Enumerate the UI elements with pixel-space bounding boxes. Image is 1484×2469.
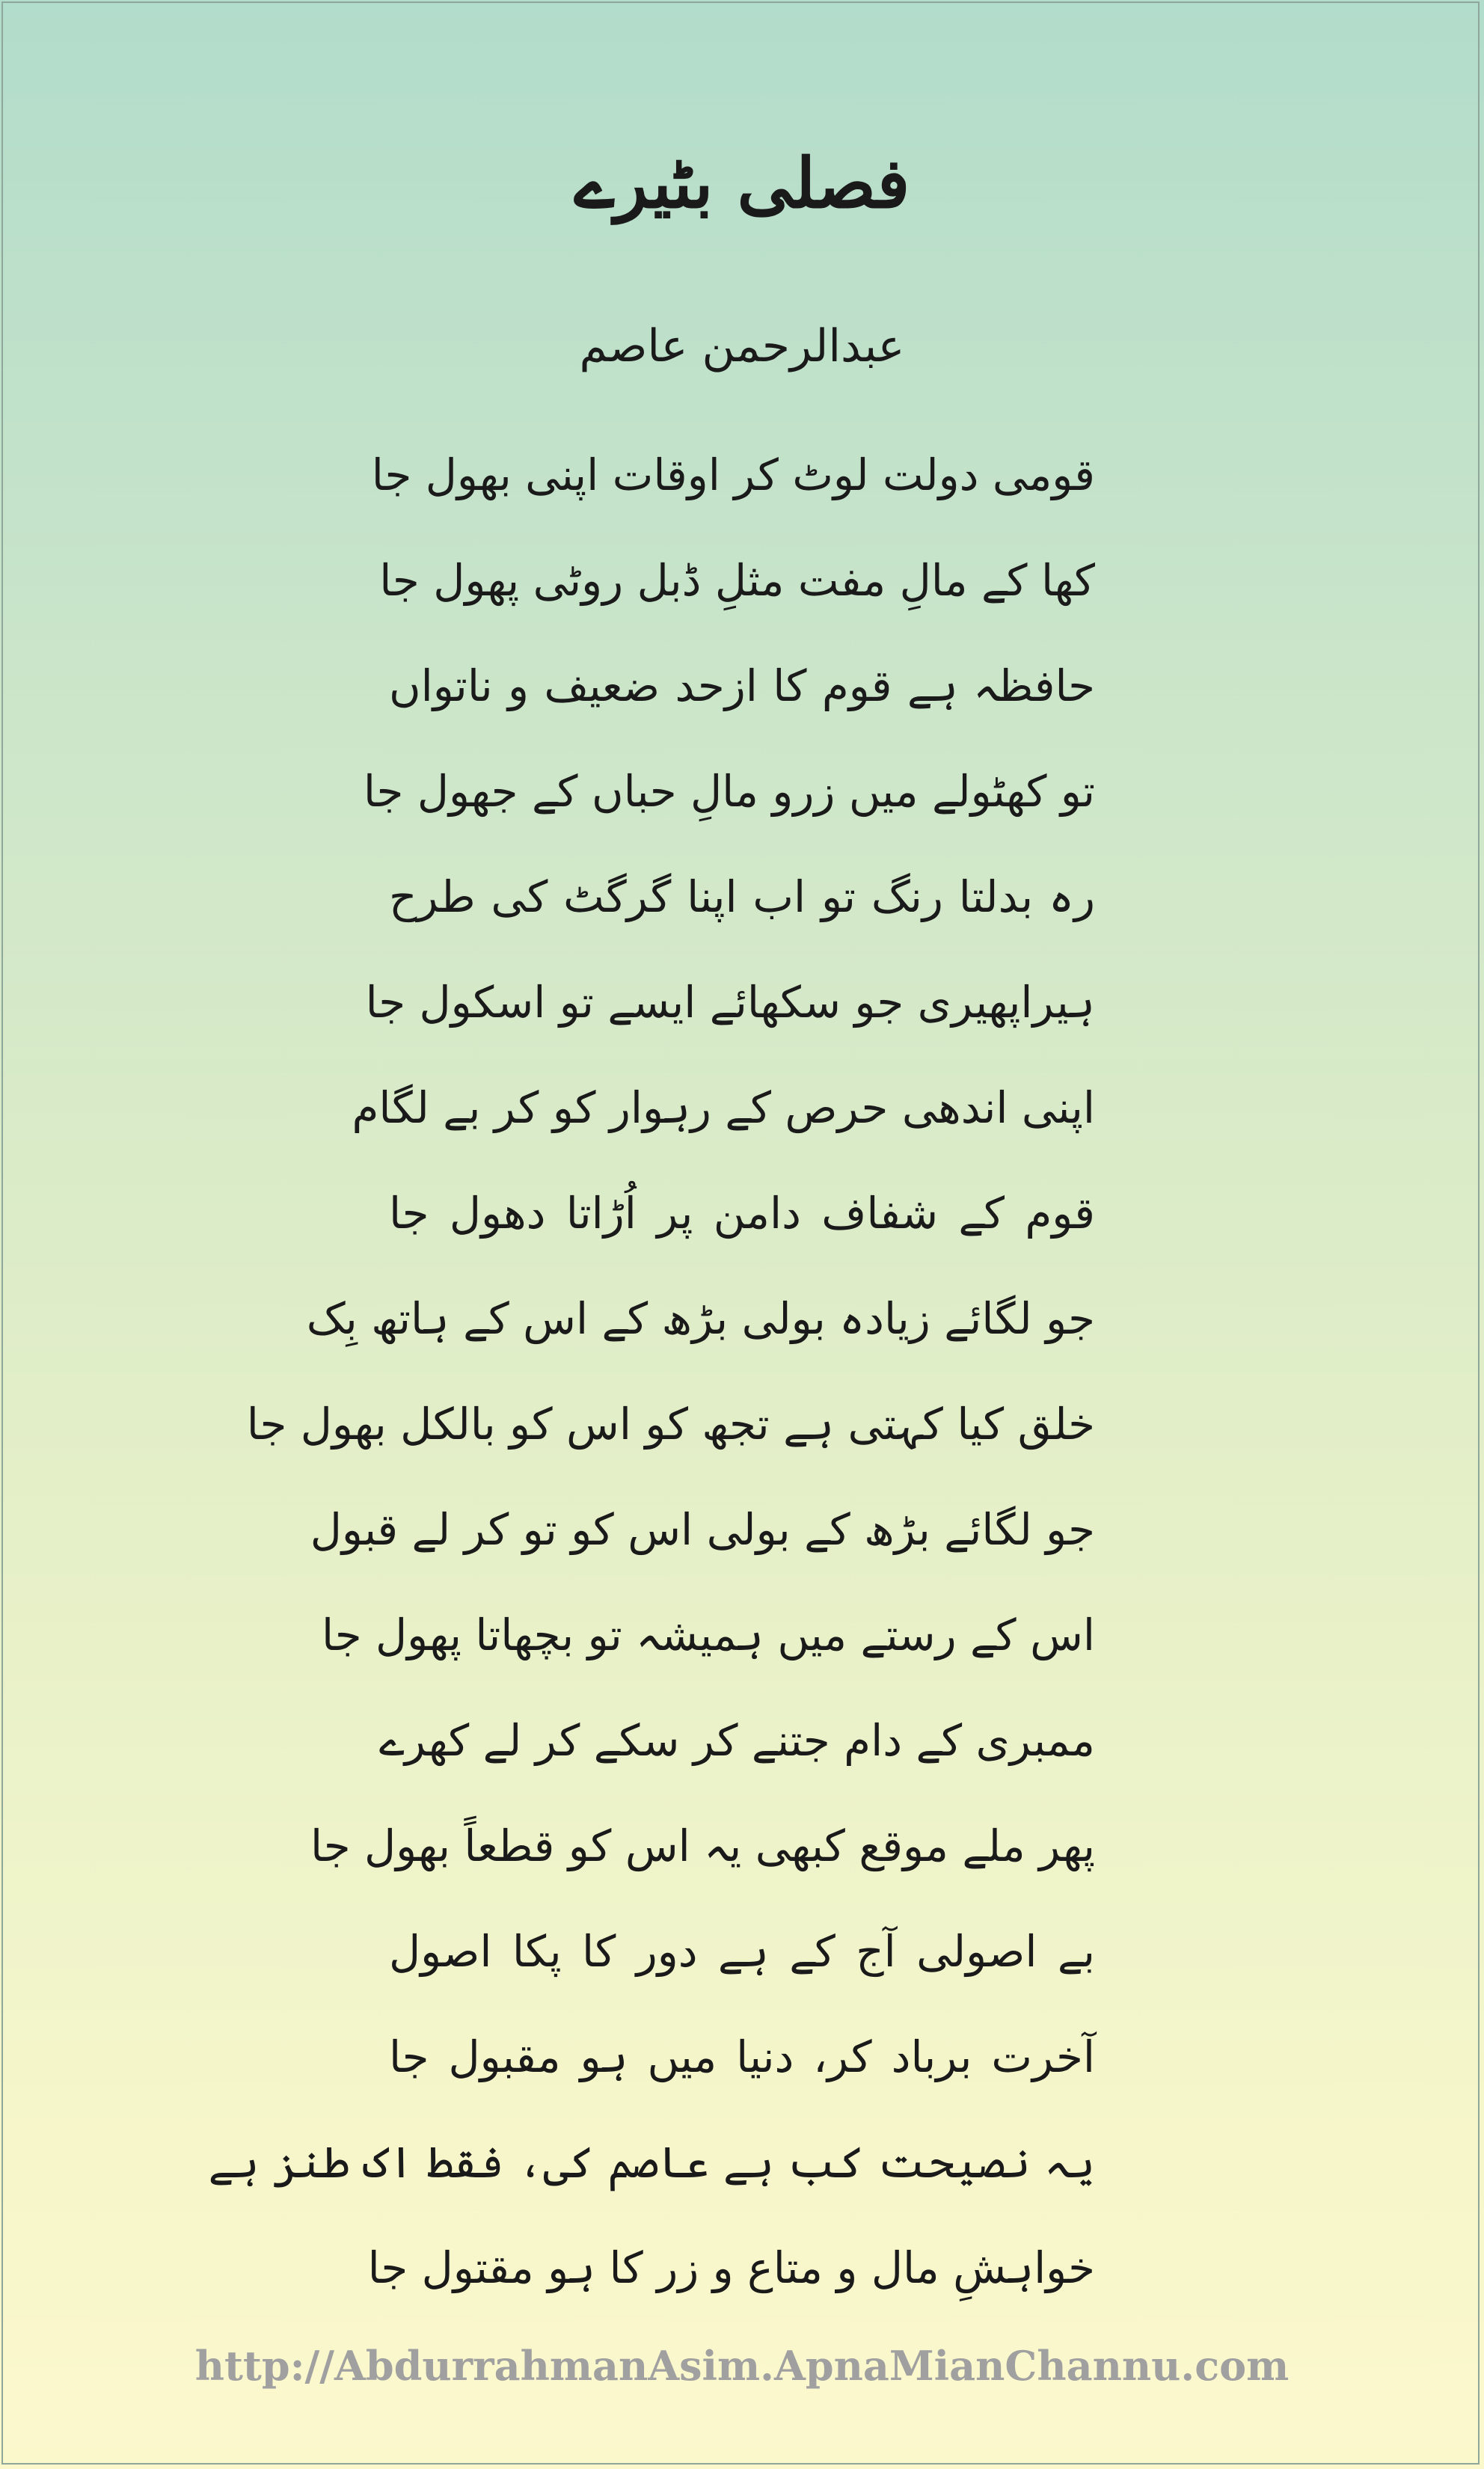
poem-line: تو کھٹولے میں زرو مالِ حباں کے جھول جا: [363, 766, 1095, 817]
poem-line: اپنی اندھی حرص کے رہوار کو کر بے لگام: [352, 1082, 1095, 1133]
poem-line: بے اصولی آج کے ہے دور کا پکا اصول: [389, 1926, 1095, 1977]
poem-line: جو لگائے بڑھ کے بولی اس کو تو کر لے قبول: [310, 1504, 1095, 1555]
poem-line: پھر ملے موقع کبھی یہ اس کو قطعاً بھول جا: [310, 1821, 1095, 1871]
poem-line: جو لگائے زیادہ بولی بڑھ کے اس کے ہاتھ بِک: [306, 1293, 1095, 1344]
poem-line: حافظہ ہے قوم کا ازحد ضعیف و ناتواں: [389, 660, 1095, 711]
poem-line: اس کے رستے میں ہمیشہ تو بچھاتا پھول جا: [322, 1610, 1095, 1660]
website-url: http://AbdurrahmanAsim.ApnaMianChannu.com: [194, 2342, 1290, 2390]
poem-line: کھا کے مالِ مفت مثلِ ڈبل روٹی پھول جا: [379, 555, 1095, 606]
poem-title: فصلی بٹیرے: [574, 143, 910, 224]
poem-author: عبدالرحمن عاصم: [579, 320, 905, 372]
poem-line: رہ بدلتا رنگ تو اب اپنا گرگٹ کی طرح: [389, 871, 1095, 922]
poem-line: قومی دولت لوٹ کر اوقات اپنی بھول جا: [371, 450, 1095, 500]
poem-line: ممبری کے دام جتنے کر سکے کر لے کھرے: [378, 1715, 1095, 1766]
poem-line: خواہشِ مال و متاع و زر کا ہو مقتول جا: [367, 2242, 1095, 2293]
poem-line: آخرت برباد کر، دنیا میں ہو مقبول جا: [389, 2031, 1095, 2082]
poem-lines: [208, 423, 1095, 2321]
poem-line: قوم کے شفاف دامن پر اُڑاتا دھول جا: [389, 1188, 1095, 1239]
poem-line: یہ نصیحت کب ہے عاصم کی، فقط اک طنز ہے: [208, 2137, 1095, 2188]
poem-line: ہیراپھیری جو سکھائے ایسے تو اسکول جا: [365, 977, 1095, 1028]
poem-line: خلق کیا کہتی ہے تجھ کو اس کو بالکل بھول جا: [246, 1399, 1095, 1450]
